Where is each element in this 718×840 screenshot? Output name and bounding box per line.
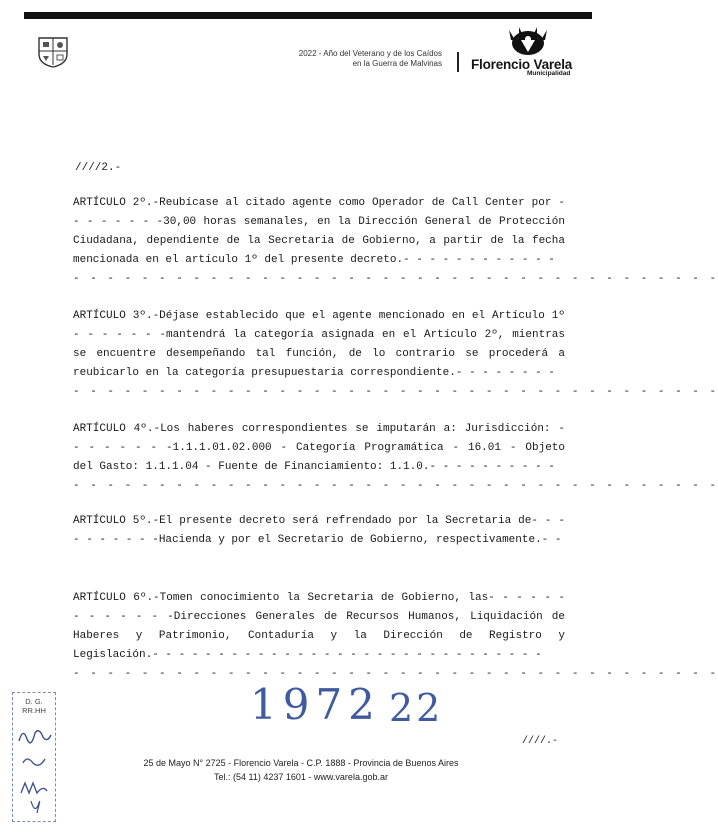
- footer-contact: Tel.: (54 11) 4237 1601 - www.varela.gob.ar: [214, 772, 388, 782]
- article-line: - - - - - - -1.1.1.01.02.000 - Categoría Programática - 16.01 - Objeto: [73, 442, 565, 454]
- year-line-2: en la Guerra de Malvinas: [352, 59, 442, 68]
- article-line: ARTÍCULO 3º.-Déjase establecido que el agente mencionado en el Artículo 1º: [73, 310, 565, 322]
- florencio-varela-logo-icon: [501, 26, 555, 56]
- article-line: ARTÍCULO 5º.-El presente decreto será refrendado por la Secretaria de- - -: [73, 515, 565, 527]
- article-line: del Gasto: 1.1.1.04 - Fuente de Financiamiento: 1.1.0.- - - - - - - - - -: [73, 461, 555, 473]
- article-line: ARTÍCULO 6º.-Tomen conocimiento la Secretaria de Gobierno, las- - - - - -: [73, 592, 565, 604]
- initials-label-1: D. G.: [25, 697, 43, 706]
- header-bar: [24, 12, 592, 19]
- article-line: Ciudadana, dependiente de la Secretaria de Gobierno, a partir de la fecha: [73, 235, 565, 247]
- article-6: [73, 589, 718, 684]
- initials-box: [12, 692, 56, 822]
- commemorative-year-text: [230, 49, 442, 69]
- article-5: [73, 512, 565, 550]
- article-line: - - - - - - -30,00 horas semanales, en la Dirección General de Protección: [73, 216, 565, 228]
- article-line: Haberes y Patrimonio, Contaduría y la Dirección de Registro y: [73, 630, 565, 642]
- header-divider: [457, 52, 459, 72]
- page-reference: ////2.-: [75, 162, 122, 174]
- logo-name: Florencio Varela: [471, 57, 573, 72]
- article-line: se encuentre desempeñando tal función, de lo contrario se procederá a: [73, 348, 565, 360]
- article-line: - - - - - - -Hacienda y por el Secretario de Gobierno, respectivamente.- -: [73, 534, 562, 546]
- municipal-crest-icon: [37, 34, 69, 68]
- dash-filler-line: - - - - - - - - - - - - - - - - - - - - - - - - - - - - - - - - - - - - - -: [73, 386, 718, 398]
- article-line: mencionada en el artículo 1º del presente decreto.- - - - - - - - - - - -: [73, 254, 555, 266]
- article-line: ARTÍCULO 2º.-Reubícase al citado agente como Operador de Call Center por -: [73, 197, 565, 209]
- article-2: [73, 194, 718, 289]
- logo-subtitle: Municipalidad: [527, 70, 571, 77]
- article-4: [73, 420, 718, 496]
- footer-address: 25 de Mayo N° 2725 - Florencio Varela - C.P. 1888 - Provincia de Buenos Aires: [143, 758, 459, 768]
- dash-filler-line: - - - - - - - - - - - - - - - - - - - - - - - - - - - - - - - - - - - - - -: [73, 273, 718, 285]
- article-line: - - - - - - -Direcciones Generales de Recursos Humanos, Liquidación de: [73, 611, 565, 623]
- dash-filler-line: - - - - - - - - - - - - - - - - - - - - - - - - - - - - - - - - - - - - - -: [73, 480, 718, 492]
- article-line: Legislación.- - - - - - - - - - - - - - - - - - - - - - - - - - - - - -: [73, 649, 542, 661]
- article-line: ARTÍCULO 4º.-Los haberes correspondientes se imputarán a: Jurisdicción: -: [73, 423, 565, 435]
- decree-number-stamp: 1972: [250, 680, 381, 729]
- dash-filler-line: - - - - - - - - - - - - - - - - - - - - - - - - - - - - - - - - - - - - - -: [73, 668, 718, 680]
- article-3: [73, 307, 718, 402]
- year-line-1: 2022 - Año del Veterano y de los Caídos: [298, 49, 442, 58]
- handwritten-initials-icon: [13, 723, 55, 819]
- continuation-mark: ////.-: [522, 736, 559, 747]
- article-line: - - - - - - -mantendrá la categoría asignada en el Artículo 2º, mientras: [73, 329, 565, 341]
- article-line: reubicarlo en la categoría presupuestaria correspondiente.- - - - - - - -: [73, 367, 555, 379]
- decree-year-stamp: 22: [389, 686, 444, 730]
- initials-label-2: RR.HH: [22, 706, 46, 715]
